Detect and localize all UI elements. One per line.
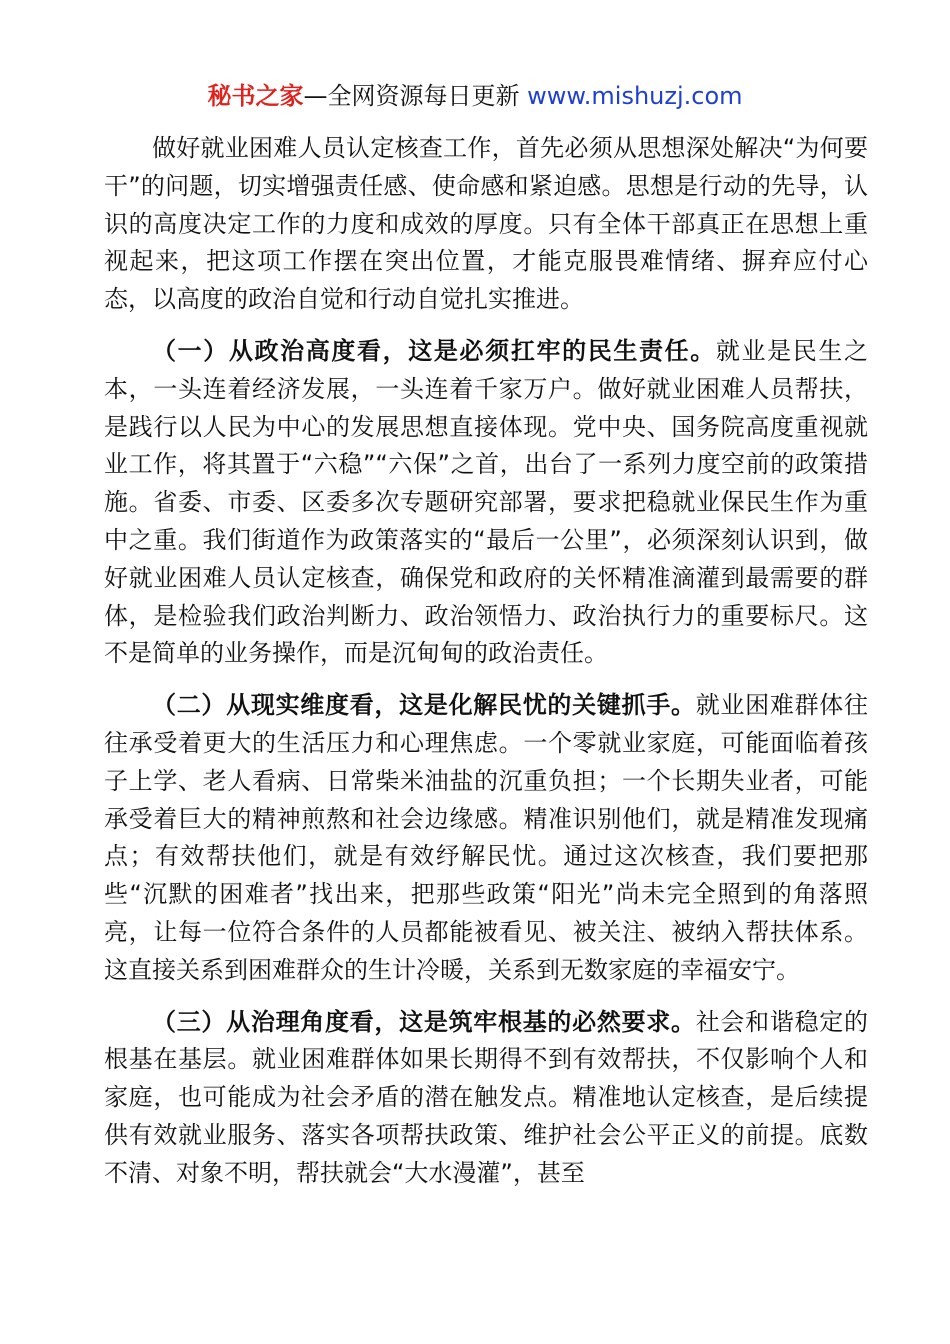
section-3-heading: （三）从治理角度看，这是筑牢根基的必然要求。 (152, 1007, 696, 1036)
section-3-paragraph (104, 1004, 868, 1193)
site-tagline: —全网资源每日更新 (303, 82, 528, 110)
section-1-heading: （一）从政治高度看，这是必须扛牢的民生责任。 (152, 336, 716, 365)
section-2-text: 就业困难群体往往承受着更大的生活压力和心理焦虑。一个零就业家庭，可能面临着孩子上学、老人看病、日常柴米油盐的沉重负担；一个长期失业者，可能承受着巨大的精神煎熬和社会边缘感。精准识别他们，就是精准发现痛点；有效帮扶他们，就是有效纾解民忧。通过这次核查，我们要把那些“沉默的困难者”找出来，把那些政策“阳光”尚未完全照到的角落照亮，让每一位符合条件的人员都能被看见、被关注、被纳入帮扶体系。这直接关系到困难群众的生计冷暖，关系到无数家庭的幸福安宁。 (104, 691, 869, 984)
section-1-paragraph (104, 333, 868, 673)
section-2-paragraph (104, 687, 868, 989)
paragraph-text: 做好就业困难人员认定核查工作，首先必须从思想深处解决“为何要干”的问题，切实增强责任感、使命感和紧迫感。思想是行动的先导，认识的高度决定工作的力度和成效的厚度。只有全体干部真正在思想上重视起来，把这项工作摆在突出位置，才能克服畏难情绪、摒弃应付心态，以高度的政治自觉和行动自觉扎实推进。 (104, 134, 868, 314)
section-2-heading: （二）从现实维度看，这是化解民忧的关键抓手。 (152, 691, 696, 720)
intro-paragraph (104, 130, 868, 319)
site-brand: 秘书之家 (207, 82, 304, 110)
section-1-text: 就业是民生之本，一头连着经济发展，一头连着千家万户。做好就业困难人员帮扶，是践行以人民为中心的发展思想直接体现。党中央、国务院高度重视就业工作，将其置于“六稳”“六保”之首，出台了一系列力度空前的政策措施。省委、市委、区委多次专题研究部署，要求把稳就业保民生作为重中之重。我们街道作为政策落实的“最后一公里”，必须深刻认识到，做好就业困难人员认定核查，确保党和政府的关怀精准滴灌到最需要的群体，是检验我们政治判断力、政治领悟力、政治执行力的重要标尺。这不是简单的业务操作，而是沉甸甸的政治责任。 (104, 336, 869, 668)
document-body (104, 130, 868, 1193)
section-3-text: 社会和谐稳定的根基在基层。就业困难群体如果长期得不到有效帮扶，不仅影响个人和家庭，也可能成为社会矛盾的潜在触发点。精准地认定核查，是后续提供有效就业服务、落实各项帮扶政策、维护社会公平正义的前提。底数不清、对象不明，帮扶就会“大水漫灌”，甚至 (104, 1007, 869, 1187)
site-header (0, 80, 950, 112)
site-url-link[interactable]: www.mishuzj.com (527, 82, 743, 110)
